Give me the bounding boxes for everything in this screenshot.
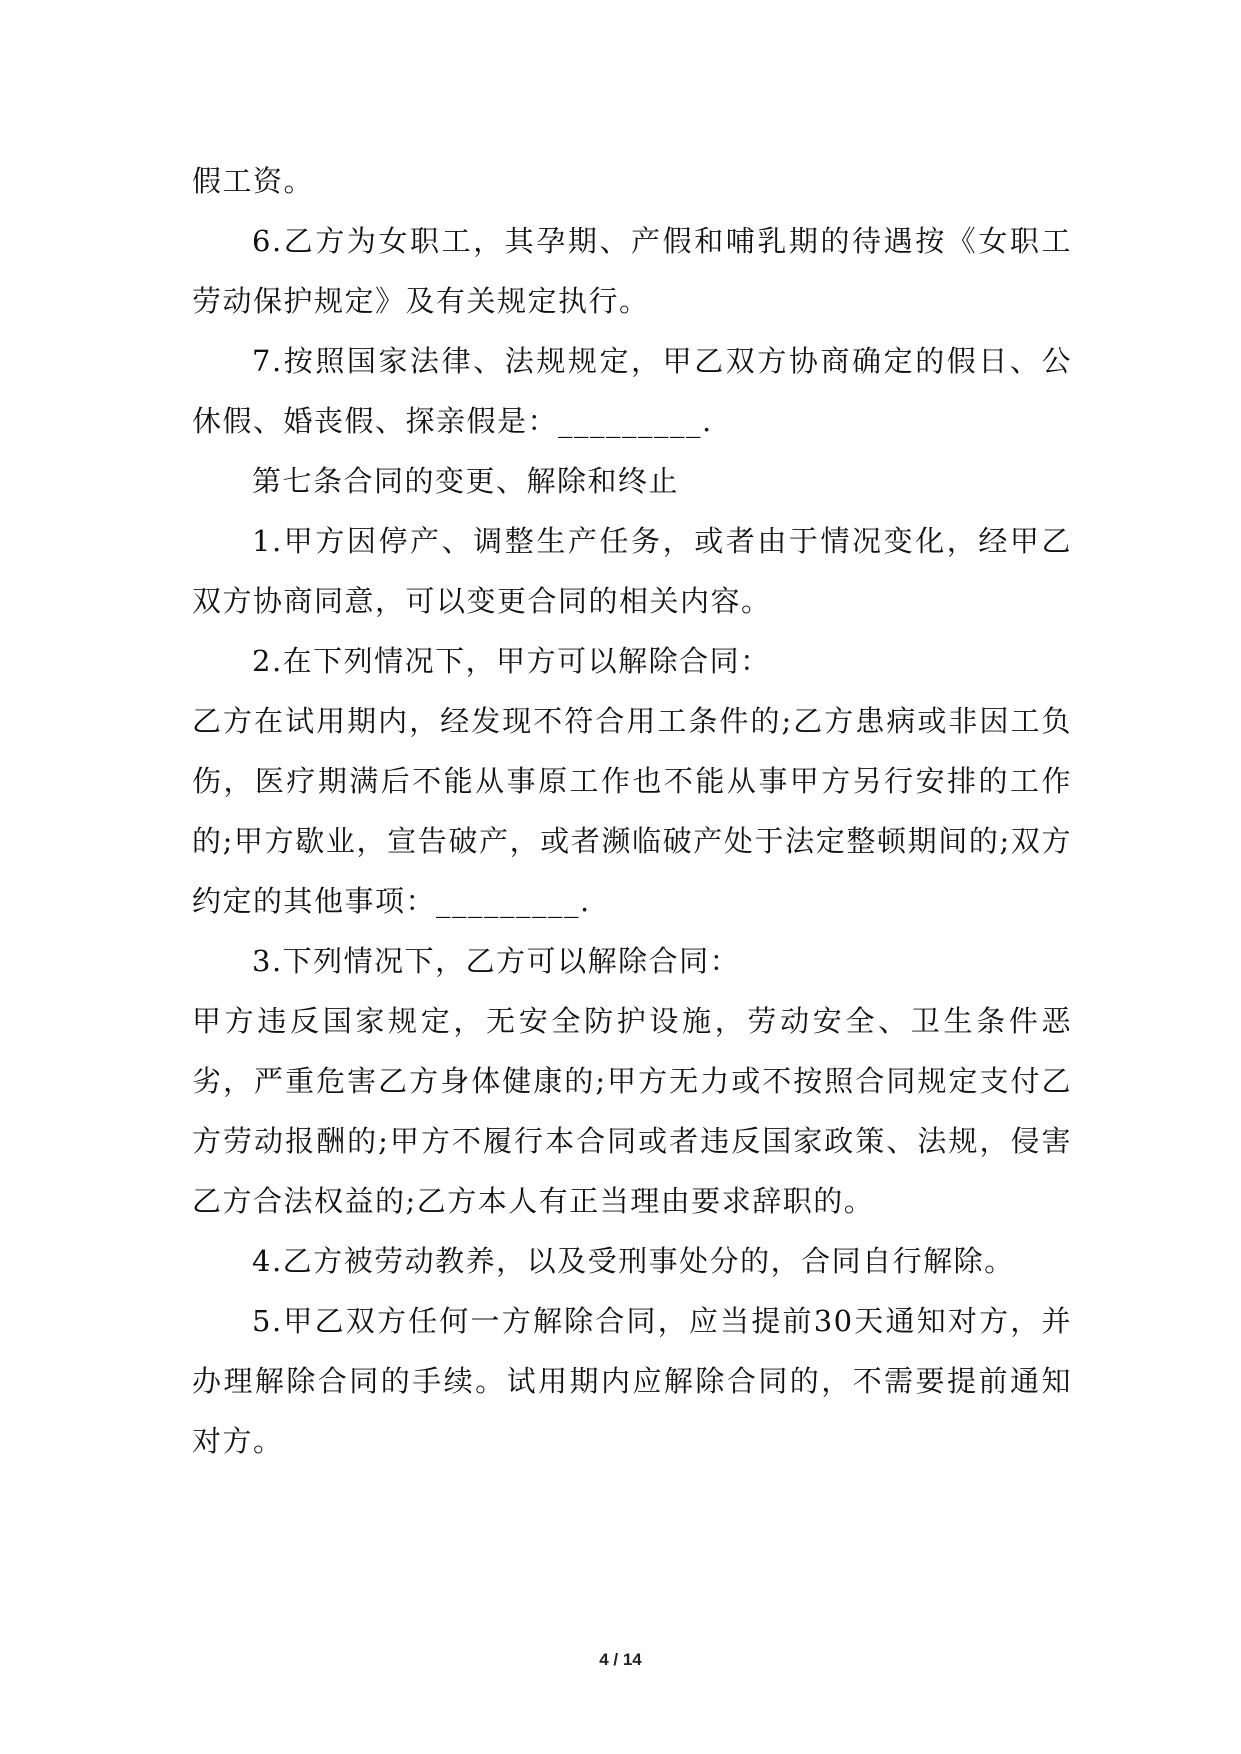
paragraph-employee-termination-conditions: 甲方违反国家规定，无安全防护设施，劳动安全、卫生条件恶劣，严重危害乙方身体健康的;甲方无力或不按照合同规定支付乙方劳动报酬的;甲方不履行本合同或者违反国家政策、法规，侵害乙方合法权益的;乙方本人有正当理由要求辞职的。 (192, 1004, 1072, 1218)
paragraph-clause-6-female-staff: 6.乙方为女职工，其孕期、产假和哺乳期的待遇按《女职工劳动保护规定》及有关规定执行。 (192, 224, 1072, 318)
paragraph-leave-pay-end: 假工资。 (192, 164, 315, 198)
paragraph-employer-termination-conditions: 乙方在试用期内，经发现不符合用工条件的;乙方患病或非因工负伤，医疗期满后不能从事原工作也不能从事甲方另行安排的工作的;甲方歇业，宣告破产，或者濒临破产处于法定整顿期间的;双方约定的其他事项：_________. (192, 704, 1072, 918)
paragraph-clause-5-notice: 5.甲乙双方任何一方解除合同，应当提前30天通知对方，并办理解除合同的手续。试用期内应解除合同的，不需要提前通知对方。 (192, 1304, 1072, 1458)
document-body (192, 151, 1072, 1471)
paragraph-clause-1-change: 1.甲方因停产、调整生产任务，或者由于情况变化，经甲乙双方协商同意，可以变更合同的相关内容。 (192, 524, 1072, 618)
paragraph-clause-3-employee-termination: 3.下列情况下，乙方可以解除合同： (252, 944, 741, 978)
paragraph-clause-4-automatic-termination: 4.乙方被劳动教养，以及受刑事处分的，合同自行解除。 (252, 1244, 1015, 1278)
paragraph-clause-7-holidays: 7.按照国家法律、法规规定，甲乙双方协商确定的假日、公休假、婚丧假、探亲假是：_________. (192, 344, 1072, 438)
section-heading-article-7: 第七条合同的变更、解除和终止 (252, 464, 680, 498)
page-number: 4 / 14 (599, 1650, 642, 1669)
paragraph-clause-2-employer-termination: 2.在下列情况下，甲方可以解除合同： (252, 644, 771, 678)
